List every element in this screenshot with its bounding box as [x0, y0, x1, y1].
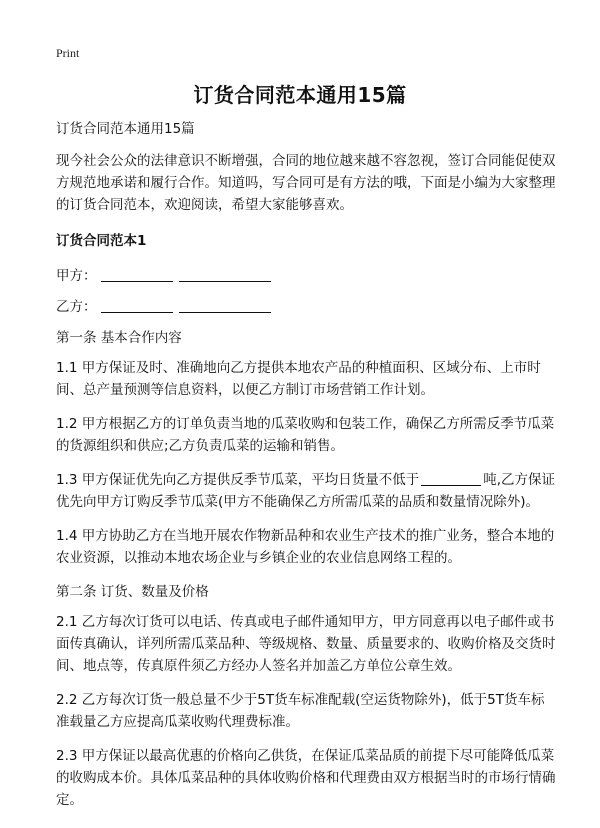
clause-1-3-text-before: 1.3 甲方保证优先向乙方提供反季节瓜菜，平均日货量不低于 — [56, 472, 420, 488]
party-b-blank-1 — [101, 298, 173, 313]
document-body — [56, 118, 556, 823]
party-b-label: 乙方： — [56, 299, 97, 315]
clause-2-1: 2.1 乙方每次订货可以电话、传真或电子邮件通知甲方，甲方同意再以电子邮件或书面传真确认，详列所需瓜菜品种、等级规格、数量、质量要求的、收购价格及交货时间、地点等，传真原件须乙方经办人签名并加盖乙方单位公章生效。 — [56, 614, 556, 674]
clause-2-3: 2.3 甲方保证以最高优惠的价格向乙供货，在保证瓜菜品质的前提下尽可能降低瓜菜的收购成本价。具体瓜菜品种的具体收购价格和代理费由双方根据当时的市场行情确定。 — [56, 748, 556, 808]
party-b-blank-2 — [179, 298, 271, 313]
clause-1-3-text-after: 吨,乙方保证优先向甲方订购反季节瓜菜(甲方不能确保乙方所需瓜菜的品质和数量情况除外)。 — [56, 472, 556, 510]
daily-volume-blank — [421, 471, 481, 486]
document-subtitle: 订货合同范本通用15篇 — [56, 121, 195, 137]
clause-1-4: 1.4 甲方协助乙方在当地开展农作物新品种和农业生产技术的推广业务，整合本地的农业资源，以推动本地农场企业与乡镇企业的农业信息网络工程的。 — [56, 528, 555, 566]
party-a-blank-2 — [179, 267, 271, 282]
clause-1-3 — [56, 469, 556, 513]
intro-paragraph: 现今社会公众的法律意识不断增强，合同的地位越来越不容忽视，签订合同能促使双方规范地承诺和履行合作。知道吗，写合同可是有方法的哦，下面是小编为大家整理的订货合同范本，欢迎阅读，希望大家能够喜欢。 — [56, 153, 556, 213]
party-b-line — [56, 296, 556, 318]
article-1-heading: 第一条 基本合作内容 — [56, 330, 182, 346]
clause-1-1: 1.1 甲方保证及时、准确地向乙方提供本地农产品的种植面积、区域分布、上市时间、总产量预测等信息资料，以便乙方制订市场营销工作计划。 — [56, 360, 541, 398]
clause-1-2: 1.2 甲方根据乙方的订单负责当地的瓜菜收购和包装工作，确保乙方所需反季节瓜菜的货源组织和供应;乙方负责瓜菜的运输和销售。 — [56, 416, 555, 454]
section-heading: 订货合同范本1 — [56, 233, 147, 249]
print-label: Print — [56, 46, 80, 60]
party-a-blank-1 — [101, 267, 173, 282]
document-title: 订货合同范本通用15篇 — [193, 83, 407, 107]
article-2-heading: 第二条 订货、数量及价格 — [56, 584, 209, 600]
party-a-label: 甲方： — [56, 268, 97, 284]
clause-2-2: 2.2 乙方每次订货一般总量不少于5T货车标准配载(空运货物除外)，低于5T货车标准载量乙方应提高瓜菜收购代理费标准。 — [56, 692, 545, 730]
party-a-line — [56, 265, 556, 287]
